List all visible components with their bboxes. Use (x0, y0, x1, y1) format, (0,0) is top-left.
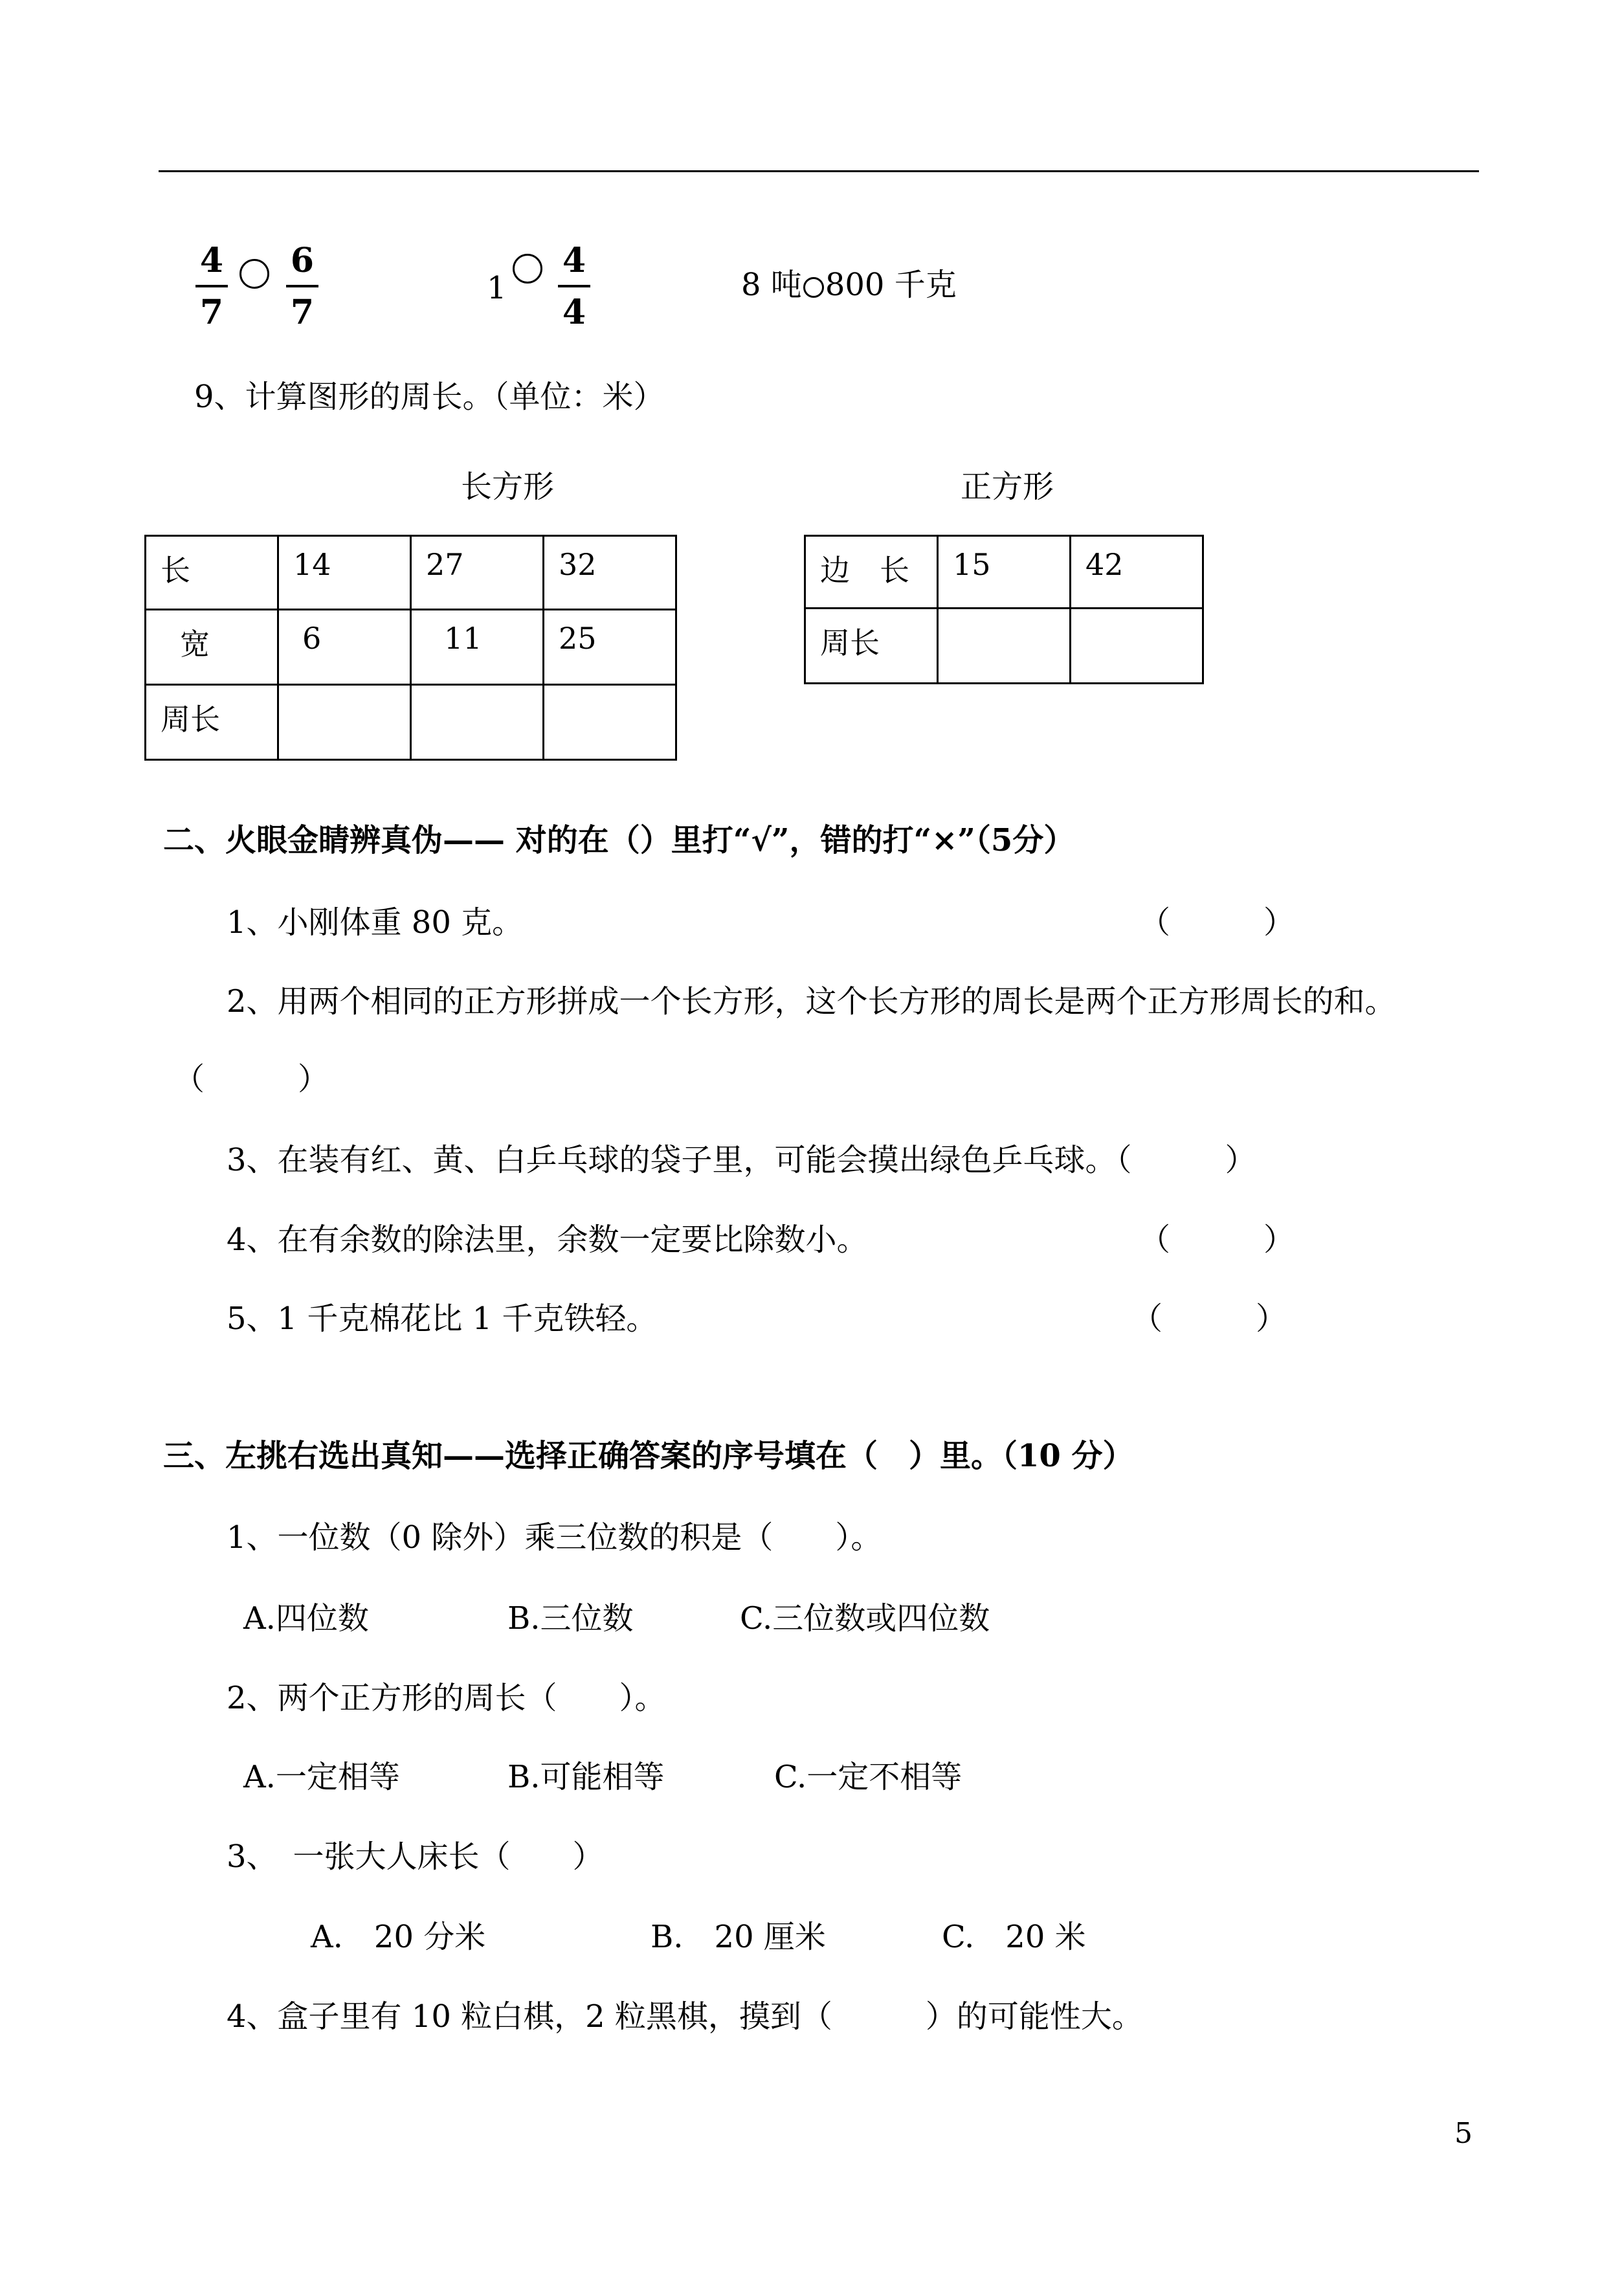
table-cell: 27 (411, 536, 544, 610)
answer-cell[interactable] (938, 609, 1071, 684)
rect-table (144, 535, 677, 761)
mc-q1-stem: 1、一位数（0 除外）乘三位数的积是（ ）。 (227, 1519, 882, 1556)
mc-q3-option-a[interactable]: A. 20 分米 (311, 1919, 486, 1955)
square-table (804, 535, 1204, 684)
compare-item-3 (741, 265, 957, 304)
compare-circle-2[interactable] (513, 254, 542, 284)
tf-answer-paren-5[interactable]: （ ） (1131, 1301, 1287, 1337)
table-cell: 边 长 (805, 536, 938, 609)
fraction-right-1 (286, 241, 318, 333)
mc-q1-option-a[interactable]: A.四位数 (243, 1600, 369, 1637)
table-cell: 周长 (146, 685, 278, 760)
tf-item-1: 1、小刚体重 80 克。 (227, 904, 524, 941)
q9-title: 9、计算图形的周长。（单位：米） (194, 379, 665, 415)
header-rule (159, 170, 1479, 172)
tf-item-4: 4、在有余数的除法里，余数一定要比除数小。 (227, 1222, 868, 1258)
tf-answer-paren-1[interactable]: （ ） (1139, 904, 1295, 941)
table-cell: 长 (146, 536, 278, 610)
table-cell: 周长 (805, 609, 938, 684)
denominator: 7 (199, 293, 224, 332)
rect-caption: 长方形 (461, 469, 555, 505)
answer-cell[interactable] (278, 685, 411, 760)
table-cell: 15 (938, 536, 1071, 609)
table-cell: 宽 (146, 610, 278, 685)
mc-q2-option-b[interactable]: B.可能相等 (507, 1759, 665, 1795)
compare-right-3: 800 千克 (825, 267, 957, 303)
mc-q2-stem: 2、两个正方形的周长（ ）。 (227, 1680, 666, 1716)
answer-cell[interactable] (544, 685, 676, 760)
tf-item-5: 5、1 千克棉花比 1 千克铁轻。 (227, 1301, 658, 1337)
numerator: 4 (562, 241, 586, 280)
table-cell: 6 (278, 610, 411, 685)
square-caption: 正方形 (961, 469, 1054, 505)
tf-answer-paren-4[interactable]: （ ） (1139, 1222, 1295, 1258)
section3-heading: 三、左挑右选出真知——选择正确答案的序号填在（ ）里。（10 分） (163, 1438, 1134, 1474)
mc-q1-option-c[interactable]: C.三位数或四位数 (740, 1600, 990, 1637)
mc-q2-option-a[interactable]: A.一定相等 (243, 1759, 400, 1795)
page-number: 5 (1454, 2117, 1473, 2150)
denominator: 4 (562, 293, 586, 332)
table-cell: 14 (278, 536, 411, 610)
fraction-left-1 (195, 241, 228, 333)
table-cell: 11 (411, 610, 544, 685)
numerator: 6 (290, 241, 315, 280)
tf-item-3: 3、在装有红、黄、白乒乓球的袋子里，可能会摸出绿色乒乓球。（ ） (227, 1142, 1256, 1178)
section2-heading: 二、火眼金睛辨真伪—— 对的在（）里打“√”，错的打“×”（5分） (163, 822, 1075, 858)
fraction-right-2 (558, 241, 590, 333)
mc-q2-option-c[interactable]: C.一定不相等 (774, 1759, 962, 1795)
numerator: 4 (199, 241, 224, 280)
compare-circle-3[interactable] (803, 277, 824, 298)
table-cell: 25 (544, 610, 676, 685)
mc-q3-stem: 3、 一张大人床长（ ） (227, 1839, 604, 1875)
compare-left-2: 1 (487, 270, 507, 306)
denominator: 7 (290, 293, 315, 332)
answer-cell[interactable] (411, 685, 544, 760)
mc-q3-option-c[interactable]: C. 20 米 (942, 1919, 1086, 1955)
compare-left-3: 8 吨 (741, 267, 802, 303)
mc-q4-stem: 4、盒子里有 10 粒白棋，2 粒黑棋，摸到（ ）的可能性大。 (227, 1998, 1143, 2035)
mc-q3-option-b[interactable]: B. 20 厘米 (651, 1919, 826, 1955)
compare-circle-1[interactable] (239, 259, 269, 289)
table-cell: 42 (1071, 536, 1203, 609)
tf-item-2: 2、用两个相同的正方形拼成一个长方形，这个长方形的周长是两个正方形周长的和。 (227, 983, 1396, 1020)
answer-cell[interactable] (1071, 609, 1203, 684)
mc-q1-option-b[interactable]: B.三位数 (507, 1600, 634, 1637)
table-cell: 32 (544, 536, 676, 610)
tf-answer-paren-2[interactable]: （ ） (173, 1061, 329, 1097)
